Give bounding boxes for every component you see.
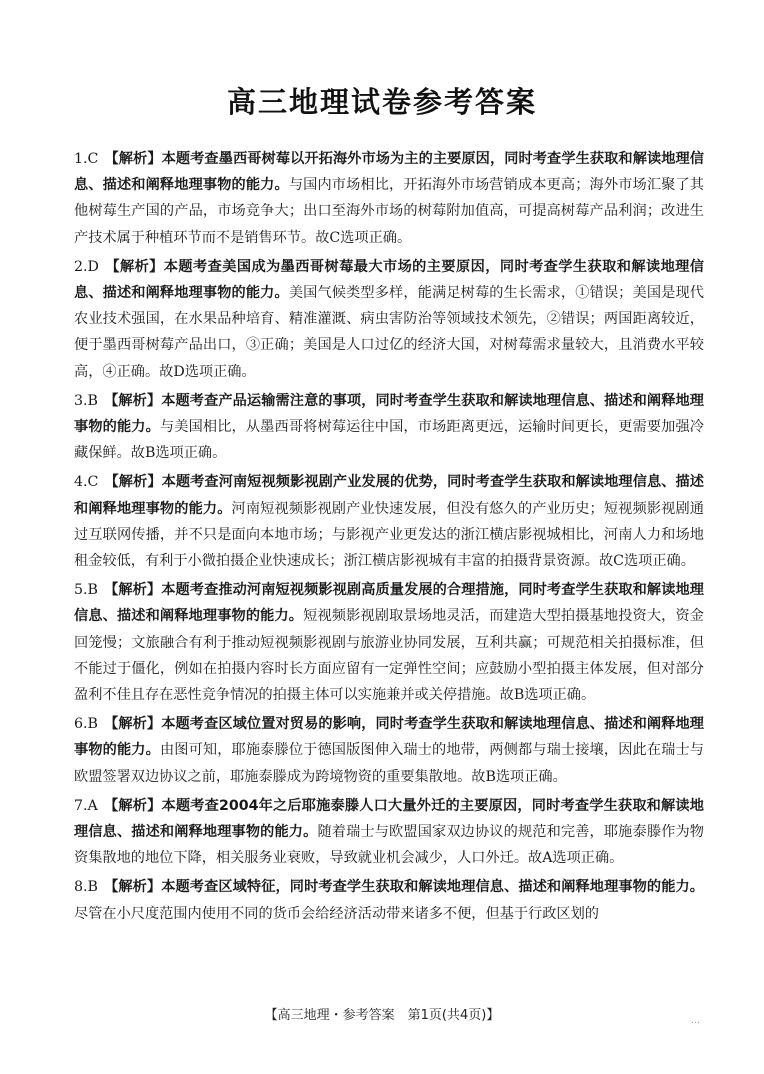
answer-item-1	[74, 146, 704, 251]
answer-number: 1.C	[74, 151, 99, 167]
analysis-body: 由图可知，耶施泰滕位于德国版图伸入瑞士的地带，两侧都与瑞士接壤，因此在瑞士与欧盟签署双边协议之前，耶施泰滕成为跨境物资的重要集散地。故B选项正确。	[74, 742, 704, 785]
analysis-body: 与国内市场相比，开拓海外市场营销成本更高；海外市场汇聚了其他树莓生产国的产品，市场竞争大；出口至海外市场的树莓附加值高，可提高树莓产品利润；改进生产技术属于种植环节而不是销售环节。故C选项正确。	[74, 177, 704, 246]
answer-number: 5.B	[74, 582, 98, 599]
analysis-body: 短视频影视剧取景场地灵活，而建造大型拍摄基地投资大，资金回笼慢；文旅融合有利于推动短视频影视剧与旅游业协同发展，互利共赢；可规范相关拍摄标准，但不能过于僵化，例如在拍摄内容时长方面应留有一定弹性空间；应鼓励小型拍摄主体发展，但对部分盈利不佳且存在恶性竞争情况的拍摄主体可以实施兼并或关停措施。故B选项正确。	[74, 608, 704, 704]
answer-item-5	[74, 577, 704, 708]
analysis-label: 【解析】	[103, 716, 162, 733]
analysis-lead: 本题考查美国成为墨西哥树莓最大市场的主要原因，同时考查学生获取和解读地理信息、描述和阐释地理事物的能力。	[74, 258, 704, 302]
answer-number: 3.B	[74, 392, 98, 409]
answer-number: 7.A	[74, 797, 98, 814]
answer-number: 2.D	[74, 258, 99, 275]
analysis-lead: 本题考查区域位置对贸易的影响，同时考查学生获取和解读地理信息、描述和阐释地理事物的能力。	[74, 716, 704, 759]
page-title: 高三地理试卷参考答案	[226, 85, 537, 119]
analysis-body: 与美国相比，从墨西哥将树莓运往中国，市场距离更远，运输时间更长，更需要加强冷藏保鲜。故B选项正确。	[74, 419, 704, 462]
page-footer: 【高三地理・参考答案 第1页(共4页)】	[264, 1008, 500, 1023]
corner-mark: …	[691, 1016, 700, 1026]
analysis-body: 河南短视频影视剧产业快速发展，但没有悠久的产业历史；短视频影视剧通过互联网传播，并不只是面向本地市场；与影视产业更发达的浙江横店影视城相比，河南人力和场地租金较低，有利于小微拍摄企业快速成长；浙江横店影视城有丰富的拍摄背景资源。故C选项正确。	[74, 500, 704, 570]
analysis-lead: 本题考查2004年之后耶施泰滕人口大量外迁的主要原因，同时考查学生获取和解读地理信息、描述和阐释地理事物的能力。	[74, 797, 704, 841]
analysis-label: 【解析】	[104, 258, 164, 275]
answer-number: 6.B	[74, 716, 98, 733]
answer-item-2	[74, 254, 704, 385]
analysis-body: 美国气候类型多样，能满足树莓的生长需求，①错误；美国是现代农业技术强国，在水果品种培育、精准灌溉、病虫害防治等领域技术领先，②错误；两国距离较近，便于墨西哥树莓产品出口，③正确；美国是人口过亿的经济大国，对树莓需求量较大，且消费水平较高，④正确。故D选项正确。	[74, 285, 704, 380]
analysis-label: 【解析】	[103, 797, 162, 814]
analysis-body: 尽管在小尺度范围内使用不同的货币会给经济活动带来诸多不便，但基于行政区划的	[74, 905, 599, 922]
answer-item-6	[74, 711, 704, 790]
analysis-lead: 本题考查产品运输需注意的事项，同时考查学生获取和解读地理信息、描述和阐释地理事物的能力。	[74, 392, 704, 436]
answer-item-4	[74, 469, 704, 574]
analysis-body: 随着瑞士与欧盟国家双边协议的规范和完善，耶施泰滕作为物资集散地的地位下降，相关服务业衰败，导致就业机会减少，人口外迁。故A选项正确。	[74, 824, 704, 867]
analysis-lead: 本题考查区域特征，同时考查学生获取和解读地理信息、描述和阐释地理事物的能力。	[161, 879, 704, 896]
answer-list	[74, 146, 704, 930]
analysis-label: 【解析】	[103, 879, 162, 896]
analysis-lead: 本题考查墨西哥树莓以开拓海外市场为主的主要原因，同时考查学生获取和解读地理信息、描述和阐释地理事物的能力。	[74, 151, 704, 194]
analysis-label: 【解析】	[103, 392, 162, 409]
analysis-label: 【解析】	[103, 582, 162, 599]
answer-number: 8.B	[74, 879, 98, 896]
answer-item-7	[74, 793, 704, 872]
analysis-lead: 本题考查河南短视频影视剧产业发展的优势，同时考查学生获取和解读地理信息、描述和阐释地理事物的能力。	[74, 474, 704, 517]
answer-item-8	[74, 874, 704, 926]
answer-item-3	[74, 388, 704, 467]
analysis-lead: 本题考查推动河南短视频影视剧高质量发展的合理措施，同时考查学生获取和解读地理信息、描述和阐释地理事物的能力。	[74, 582, 704, 625]
analysis-label: 【解析】	[104, 474, 162, 491]
analysis-label: 【解析】	[104, 151, 162, 167]
answer-number: 4.C	[74, 474, 99, 491]
